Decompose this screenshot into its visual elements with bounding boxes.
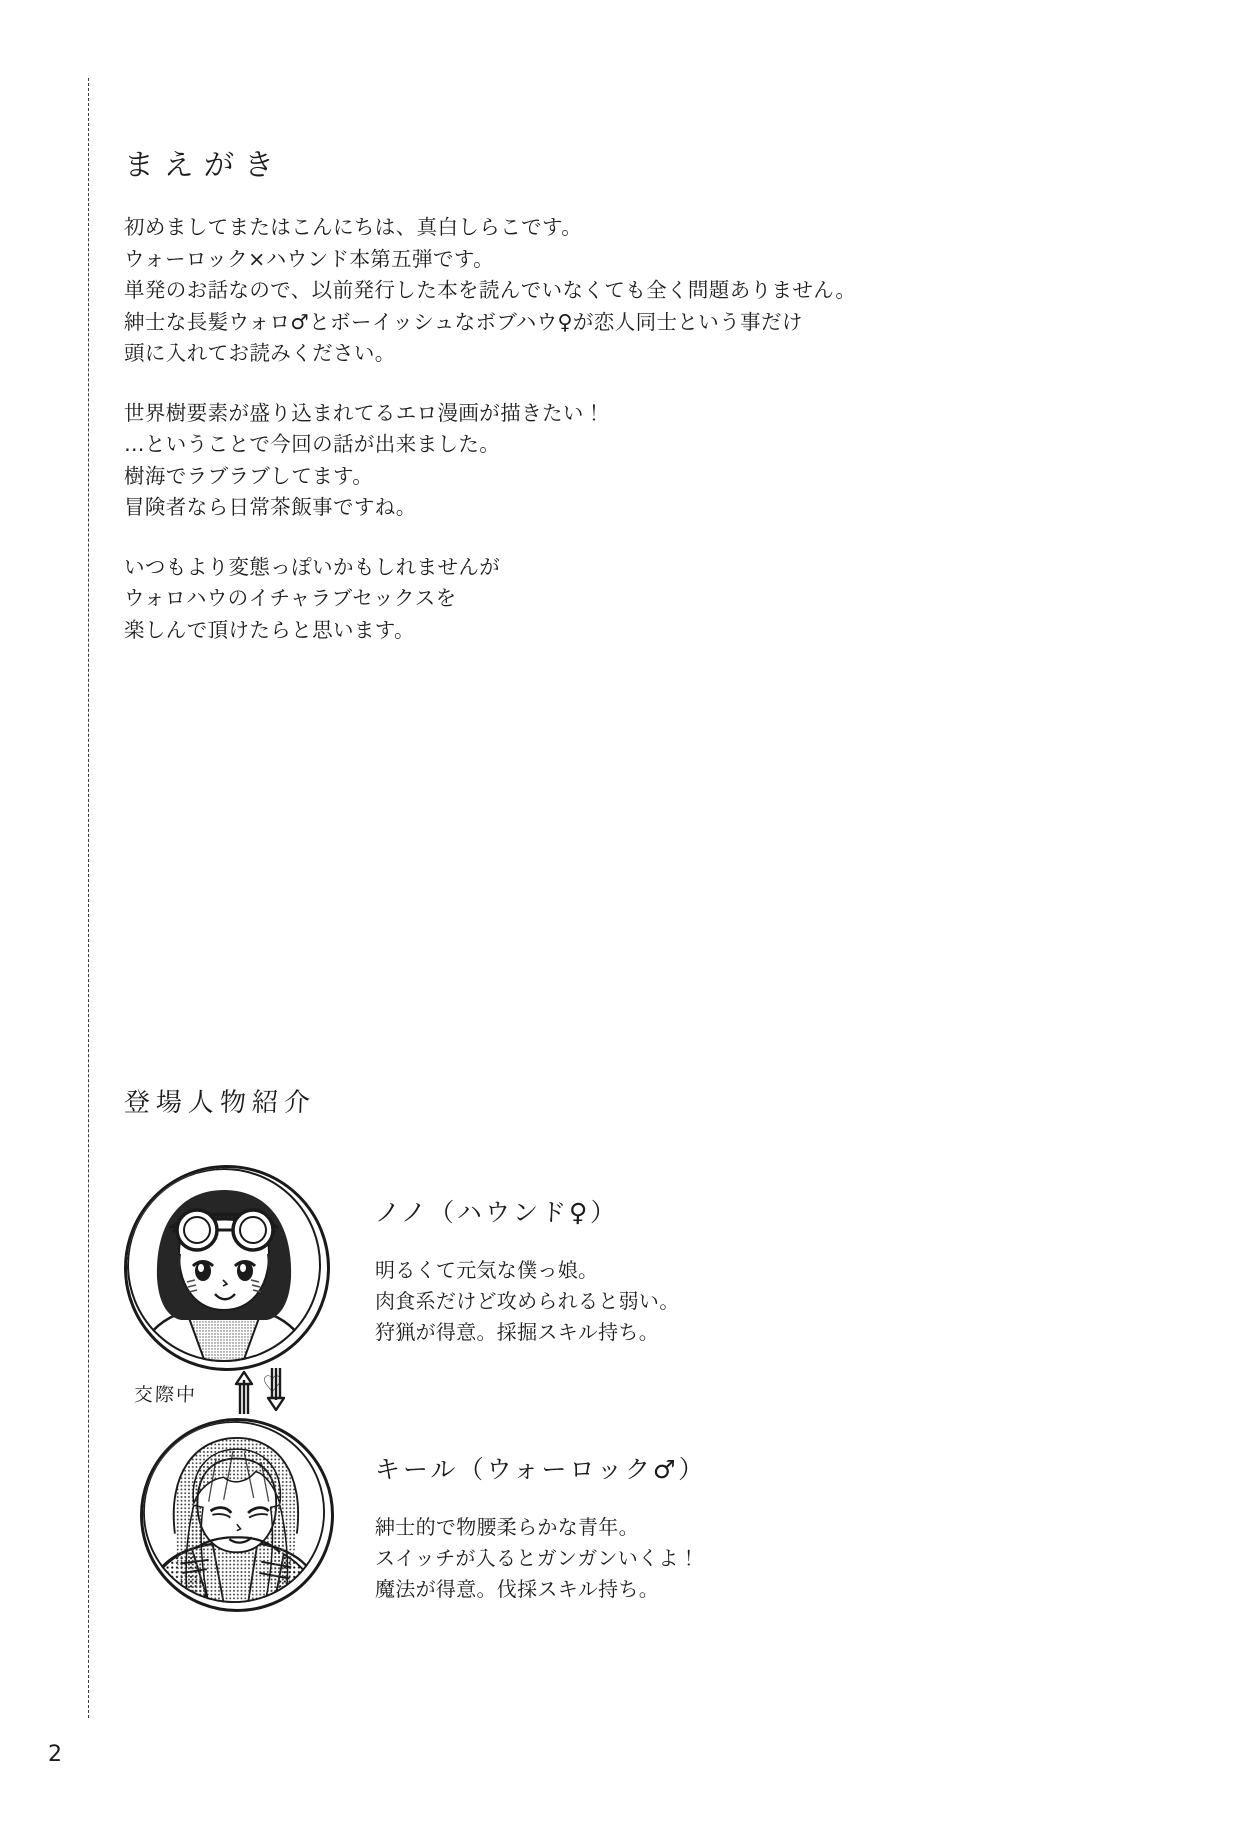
foreword-heading: まえがき	[123, 148, 285, 183]
warlock-boy-portrait-icon	[143, 1421, 325, 1603]
relationship-label: 交際中	[133, 1384, 198, 1406]
foreword-line: 単発のお話なので、以前発行した本を読んでいなくても全く問題ありません。	[124, 278, 857, 302]
character-info-hound	[375, 1193, 680, 1348]
character-info-warlock	[375, 1450, 706, 1605]
foreword-line: いつもより変態っぽいかもしれませんが	[124, 554, 501, 579]
foreword-body	[124, 212, 884, 646]
character-description-line: 肉食系だけど攻められると弱い。	[375, 1289, 680, 1313]
foreword-line: …ということで今回の話が出来ました。	[124, 432, 501, 456]
portrait-frame	[124, 1165, 330, 1371]
hound-girl-portrait-icon	[127, 1168, 321, 1362]
character-name: ノノ（ハウンド♀）	[374, 1198, 619, 1227]
foreword-line: 紳士な長髪ウォロ♂とボーイッシュなボブハウ♀が恋人同士という事だけ	[124, 309, 803, 334]
foreword-line: 世界樹要素が盛り込まれてるエロ漫画が描きたい！	[124, 400, 605, 425]
foreword-paragraph	[124, 398, 884, 524]
character-name: キール（ウォーロック♂）	[374, 1455, 707, 1484]
foreword-line: 頭に入れてお読みください。	[124, 341, 396, 365]
foreword-line: 初めましてまたはこんにちは、真白しらこです。	[124, 215, 583, 239]
fold-guide-line	[88, 78, 89, 1718]
character-portrait-warlock	[140, 1418, 334, 1612]
character-description	[375, 1255, 680, 1348]
character-description	[375, 1512, 706, 1605]
character-description-line: 紳士的で物腰柔らかな青年。	[375, 1515, 639, 1539]
heart-icon: ♡	[262, 1372, 283, 1398]
portrait-frame	[140, 1418, 334, 1612]
characters-heading: 登場人物紹介	[123, 1088, 317, 1118]
character-description-line: 魔法が得意。伐採スキル持ち。	[375, 1577, 659, 1601]
page-number: 2	[48, 1742, 62, 1767]
foreword-line: ウォロハウのイチャラブセックスを	[124, 586, 457, 610]
character-description-line: スイッチが入るとガンガンいくよ！	[375, 1546, 699, 1570]
foreword-paragraph	[124, 552, 884, 647]
foreword-line: 冒険者なら日常茶飯事ですね。	[124, 495, 417, 519]
character-description-line: 狩猟が得意。採掘スキル持ち。	[375, 1320, 659, 1344]
relationship-indicator	[134, 1368, 374, 1416]
foreword-line: 樹海でラブラブしてます。	[124, 463, 374, 488]
character-portrait-hound	[124, 1165, 330, 1371]
foreword-line: ウォーロック×ハウンド本第五弾です。	[124, 246, 495, 271]
foreword-line: 楽しんで頂けたらと思います。	[124, 617, 415, 642]
character-description-line: 明るくて元気な僕っ娘。	[375, 1258, 599, 1282]
foreword-paragraph	[124, 212, 884, 370]
